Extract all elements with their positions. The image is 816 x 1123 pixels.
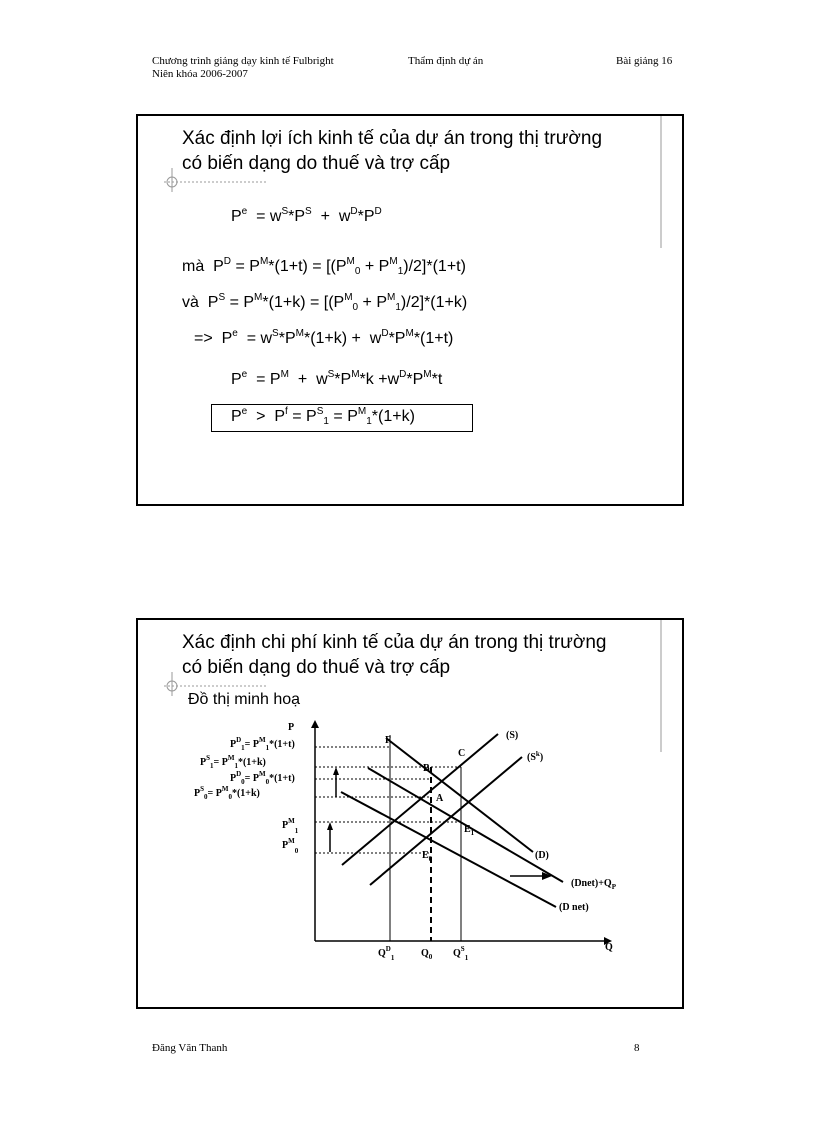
label-qs1: $Q^S_1$ — [453, 945, 469, 962]
label-pd0: $P^D_0= P^M_0*(1+t)$ — [230, 770, 295, 786]
equation-pd: mà $P^D = P^M*(1+t) = [(P^M_0 + P^M_1)/2]*(1+t)$ — [182, 256, 466, 277]
point-b: B — [423, 763, 430, 774]
equation-result: $P^e > P^f = P^S_1 = P^M_1*(1+k)$ — [231, 406, 415, 427]
curve-label-d: (D) — [535, 850, 549, 861]
header-year: Niên khóa 2006-2007 — [152, 68, 248, 80]
slide2-title-line1: Xác định chi phí kinh tế của dự án trong thị trường — [182, 632, 607, 653]
header-program: Chương trình giảng dạy kinh tế Fulbright — [152, 55, 334, 67]
slide-cost — [136, 618, 684, 1009]
arrow-ps-up-head — [333, 767, 339, 775]
label-pd1: $P^D_1= P^M_1*(1+t)$ — [230, 736, 295, 752]
curve-label-s: (S) — [506, 730, 519, 741]
label-ps1: $P^S_1= P^M_1*(1+k)$ — [200, 754, 266, 770]
point-a: A — [436, 793, 444, 804]
label-q0: $Q_0$ — [421, 948, 433, 961]
curve-label-dnet: (D net) — [559, 902, 589, 913]
slide-benefit — [136, 114, 684, 506]
curve-label-sk: $(S^k)$ — [527, 750, 544, 763]
slide2-title-line2: có biến dạng do thuế và trợ cấp — [182, 657, 451, 678]
curve-dnet — [341, 792, 556, 907]
point-f: F — [385, 735, 392, 746]
point-e1: $E_1$ — [464, 824, 475, 837]
y-axis-arrow — [311, 720, 319, 728]
equation-pe-simplified: $P^e = P^M + w^S*P^M*k +w^D*P^M*t$ — [231, 369, 443, 388]
arrow-pm-up-head — [327, 822, 333, 830]
equation-ps: và $P^S = P^M*(1+k) = [(P^M_0 + P^M_1)/2]*(1+k)$ — [182, 292, 468, 313]
axis-label-q: Q — [605, 942, 613, 953]
equation-pe-expanded: => $P^e = w^S*P^M*(1+k) + w^D*P^M*(1+t)$ — [194, 328, 454, 347]
slide1-title-line1: Xác định lợi ích kinh tế của dự án trong thị trường — [182, 128, 603, 149]
graph-subtitle: Đồ thị minh hoạ — [188, 691, 301, 708]
header-course: Thẩm định dự án — [408, 55, 484, 67]
label-pm0: $P^M_0$ — [282, 837, 299, 855]
header-lecture: Bài giảng 16 — [616, 55, 673, 67]
label-qd1: $Q^D_1$ — [378, 945, 395, 962]
label-pm1: $P^M_1$ — [282, 817, 299, 835]
label-ps0: $P^S_0= P^M_0*(1+k)$ — [194, 785, 260, 801]
curve-label-dnet-qp: $(Dnet)+Q_P$ — [571, 878, 616, 891]
point-e0: $E_0$ — [422, 850, 433, 863]
curve-sk — [370, 757, 522, 885]
axis-label-p: P — [288, 722, 295, 733]
footer-page-number: 8 — [634, 1042, 640, 1054]
supply-demand-graph — [138, 620, 682, 1007]
equation-pe: $P^e = w^S*P^S + w^D*P^D$ — [231, 206, 382, 225]
point-c: C — [458, 748, 466, 759]
footer-author: Đăng Văn Thanh — [152, 1042, 228, 1054]
slide1-title-line2: có biến dạng do thuế và trợ cấp — [182, 153, 451, 174]
